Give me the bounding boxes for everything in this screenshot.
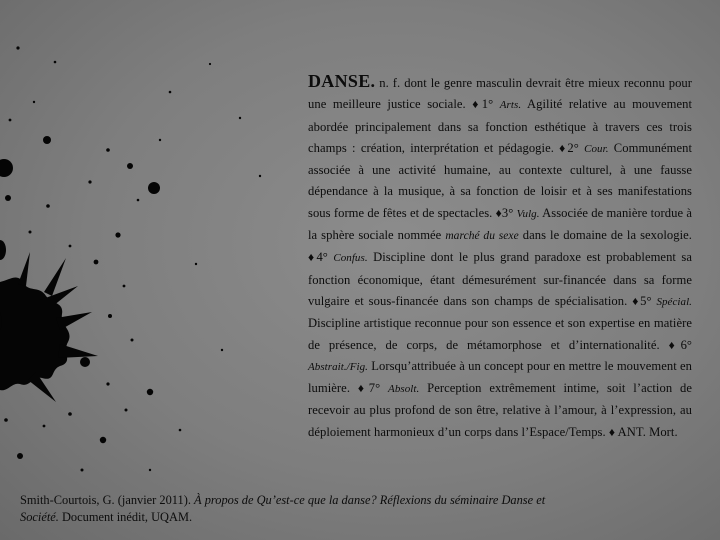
- citation-note: Document inédit, UQAM.: [61, 510, 193, 524]
- sense-number: 7°: [368, 381, 381, 396]
- dictionary-definition: [308, 71, 692, 443]
- headword: DANSE.: [308, 71, 376, 91]
- sense-label: Abstrait./Fig.: [308, 360, 368, 373]
- diamond-bullet-icon: ♦: [632, 293, 641, 308]
- sense-text: Perception extrêmement intime, soit l’action de recevoir au plus profond de son être, relative à l’amour, à l’expression, au déploiement harmonieux d’un corps dans l’Espace/Temps.: [308, 381, 693, 439]
- sense-text: Discipline artistique reconnue pour son essence et son expertise en matière de présence, de corps, de métamorphose et d’internationalité.: [308, 316, 692, 352]
- diamond-bullet-icon: ♦: [668, 337, 681, 352]
- diamond-bullet-icon: ♦: [495, 205, 502, 220]
- diamond-bullet-icon: ♦: [559, 140, 568, 155]
- sense-label: Confus.: [333, 252, 368, 265]
- sense-label: Arts.: [499, 99, 522, 112]
- antonym: ANT. Mort.: [617, 424, 678, 439]
- citation: [20, 492, 580, 526]
- definition-intro: dont le genre masculin devrait être mieux reconnu pour une meilleure justice sociale.: [308, 76, 693, 112]
- sense-label: Vulg.: [516, 207, 540, 220]
- sense-number: 1°: [481, 97, 494, 112]
- sense-number: 4°: [316, 250, 328, 265]
- sense-text: dans le domaine de la sexologie.: [522, 228, 692, 243]
- sense-text: Lorsqu’attribuée à un concept pour en mettre le mouvement en lumière.: [308, 358, 692, 396]
- sense-label: Absolt.: [388, 383, 420, 396]
- diamond-bullet-icon: ♦: [357, 381, 369, 396]
- sense-text: Associée de manière tordue à la sphère sociale nommée: [308, 205, 692, 243]
- sense-text: Communément associée à une activité humaine, au contexte culturel, à une fausse dépendance à la musique, à sa fonction de loisir et à ses manifestations sous forme de fêtes et de spectacles.: [308, 140, 692, 220]
- citation-author: Smith-Courtois, G. (janvier 2011).: [20, 493, 191, 507]
- citation-title: À propos de Qu’est-ce que la danse? Réflexions du séminaire Danse et Société.: [20, 493, 546, 524]
- sense-number: 2°: [567, 140, 579, 155]
- sense-text: Agilité relative au mouvement abordée principalement dans sa fonction esthétique à travers ces trois champs : création, interprétation et pédagogie.: [308, 97, 692, 155]
- diamond-bullet-icon: ♦: [608, 424, 616, 439]
- part-of-speech: n. f.: [379, 76, 401, 90]
- sense-number: 5°: [640, 293, 652, 308]
- sense-number: 6°: [680, 337, 692, 352]
- diamond-bullet-icon: ♦: [472, 97, 482, 112]
- sense-label: Spécial.: [656, 295, 692, 308]
- sense-text: Discipline dont le plus grand paradoxe est probablement sa fonction économique, étant démesurément sur-financée dans sa forme vulgaire et sous-financée dans son champs de spécialisation.: [308, 250, 693, 308]
- diamond-bullet-icon: ♦: [308, 250, 317, 265]
- sense-text-italic: marché du sexe: [445, 230, 519, 243]
- sense-label: Cour.: [584, 142, 609, 155]
- sense-number: 3°: [501, 205, 514, 220]
